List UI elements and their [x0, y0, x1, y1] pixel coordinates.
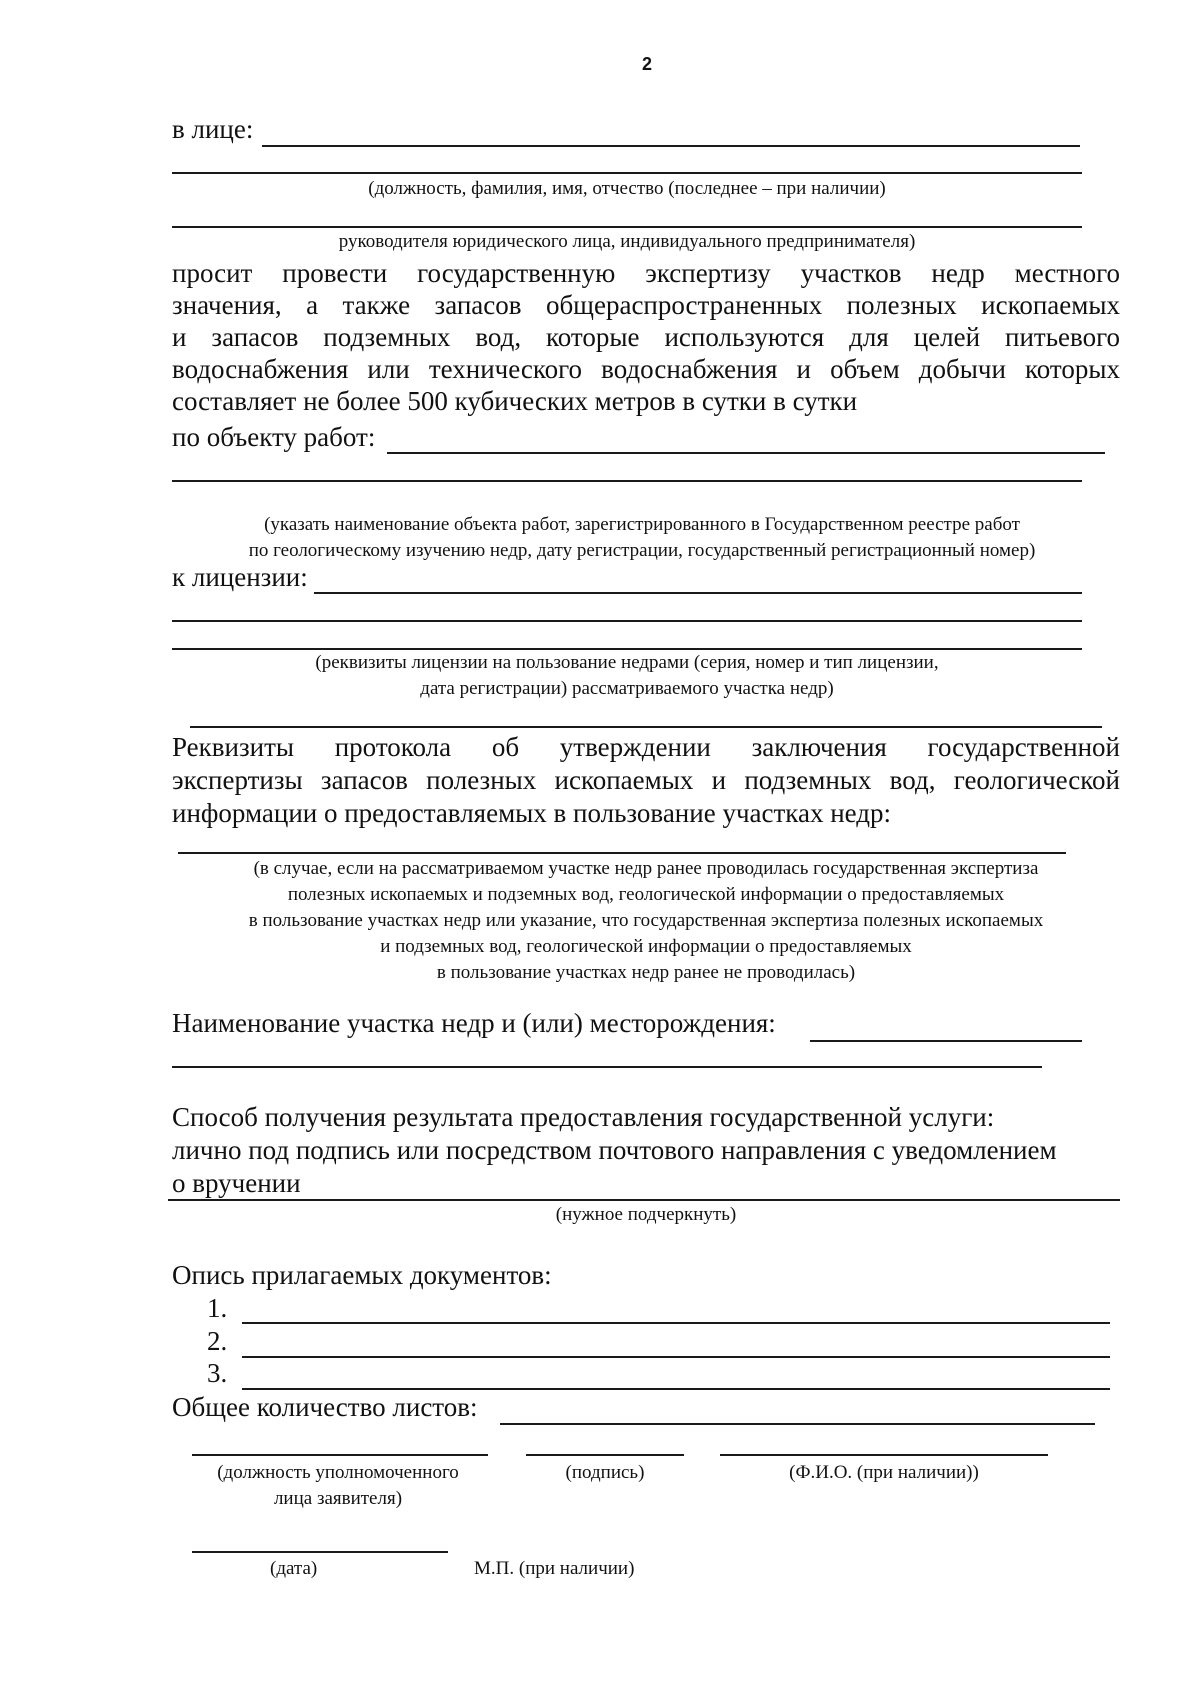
- note-head: руководителя юридического лица, индивидуального предпринимателя): [338, 231, 916, 252]
- seal-label: М.П. (при наличии): [474, 1558, 635, 1579]
- note-protocol-line: в пользование участках недр ранее не проводилась): [436, 962, 856, 983]
- total-sheets-label: Общее количество листов:: [172, 1392, 478, 1422]
- note-protocol-line: полезных ископаемых и подземных вод, геологической информации о предоставляемых: [287, 884, 1005, 905]
- total-sheets-field-line[interactable]: [500, 1423, 1095, 1425]
- note-protocol-line: в пользование участках недр или указание, что государственная экспертиза полезных ископаемых: [248, 910, 1044, 931]
- license-label: к лицензии:: [172, 562, 308, 592]
- attachment-number: 1.: [207, 1293, 228, 1323]
- note-object-line: (указать наименование объекта работ, зарегистрированного в Государственном реестре работ: [264, 514, 1020, 535]
- note-protocol-line: (в случае, если на рассматриваемом участке недр ранее проводилась государственная экспертиза: [253, 858, 1039, 879]
- method-line: лично под подпись или посредством почтового направления с уведомлением: [172, 1135, 1057, 1165]
- position-signature-line[interactable]: [192, 1454, 488, 1456]
- request-line: и запасов подземных вод, которые используются для целей питьевого: [172, 322, 1120, 352]
- object-label: по объекту работ:: [172, 422, 376, 452]
- in-person-field-line-3[interactable]: [172, 226, 1082, 228]
- note-protocol: [172, 858, 1120, 988]
- sig-fio: (Ф.И.О. (при наличии)): [789, 1462, 979, 1483]
- attachment-field-3[interactable]: [242, 1388, 1110, 1390]
- fio-signature-line[interactable]: [720, 1454, 1048, 1456]
- request-line: водоснабжения или технического водоснабжения и объем добычи которых: [172, 354, 1120, 384]
- method-paragraph: [172, 1102, 1132, 1201]
- request-line: значения, а также запасов общераспространенных полезных ископаемых: [172, 290, 1120, 320]
- note-underline: (нужное подчеркнуть): [555, 1204, 737, 1225]
- page-number: 2: [642, 54, 653, 74]
- license-field-line-3[interactable]: [172, 648, 1082, 650]
- note-object-line: по геологическому изучению недр, дату регистрации, государственный регистрационный номер): [248, 540, 1036, 561]
- sig-position-line: лица заявителя): [273, 1488, 403, 1509]
- method-line: Способ получения результата предоставления государственной услуги:: [172, 1102, 995, 1132]
- site-name-field-line-2[interactable]: [172, 1066, 1042, 1068]
- protocol-line: Реквизиты протокола об утверждении заключения государственной: [172, 732, 1120, 762]
- sig-signature: (подпись): [565, 1462, 645, 1483]
- protocol-field-line[interactable]: [178, 852, 1066, 854]
- signature-line[interactable]: [526, 1454, 684, 1456]
- note-position-fio: (должность, фамилия, имя, отчество (последнее – при наличии): [368, 178, 886, 199]
- note-license-line: (реквизиты лицензии на пользование недрами (серия, номер и тип лицензии,: [315, 652, 939, 673]
- protocol-paragraph: [172, 732, 1120, 831]
- note-license-line: дата регистрации) рассматриваемого участка недр): [420, 678, 834, 699]
- object-field-line-2[interactable]: [172, 480, 1082, 482]
- license-field-line[interactable]: [314, 592, 1082, 594]
- license-field-line-2[interactable]: [172, 620, 1082, 622]
- date-label: (дата): [270, 1558, 318, 1579]
- attachment-field-2[interactable]: [242, 1356, 1110, 1358]
- site-name-field-line[interactable]: [810, 1040, 1082, 1042]
- object-field-line[interactable]: [387, 452, 1105, 454]
- request-paragraph: [172, 258, 1120, 418]
- method-line: о вручении: [172, 1168, 301, 1198]
- in-person-label: в лице:: [172, 114, 254, 144]
- protocol-line: экспертизы запасов полезных ископаемых и подземных вод, геологической: [172, 765, 1120, 795]
- protocol-line: информации о предоставляемых в пользование участках недр:: [172, 798, 892, 828]
- note-protocol-line: и подземных вод, геологической информации о предоставляемых: [380, 936, 912, 957]
- method-underline[interactable]: [168, 1199, 1120, 1201]
- site-name-label: Наименование участка недр и (или) месторождения:: [172, 1008, 776, 1038]
- sig-position-line: (должность уполномоченного: [217, 1462, 459, 1483]
- date-field-line[interactable]: [192, 1551, 448, 1553]
- license-field-line-4[interactable]: [190, 726, 1102, 728]
- attachments-label: Опись прилагаемых документов:: [172, 1260, 552, 1290]
- request-line: просит провести государственную экспертизу участков недр местного: [172, 258, 1120, 288]
- attachment-number: 2.: [207, 1326, 228, 1356]
- request-line: составляет не более 500 кубических метров в сутки в сутки: [172, 386, 858, 416]
- attachment-number: 3.: [207, 1358, 228, 1388]
- in-person-field-line[interactable]: [262, 145, 1080, 147]
- attachment-field-1[interactable]: [242, 1322, 1110, 1324]
- in-person-field-line-2[interactable]: [172, 172, 1082, 174]
